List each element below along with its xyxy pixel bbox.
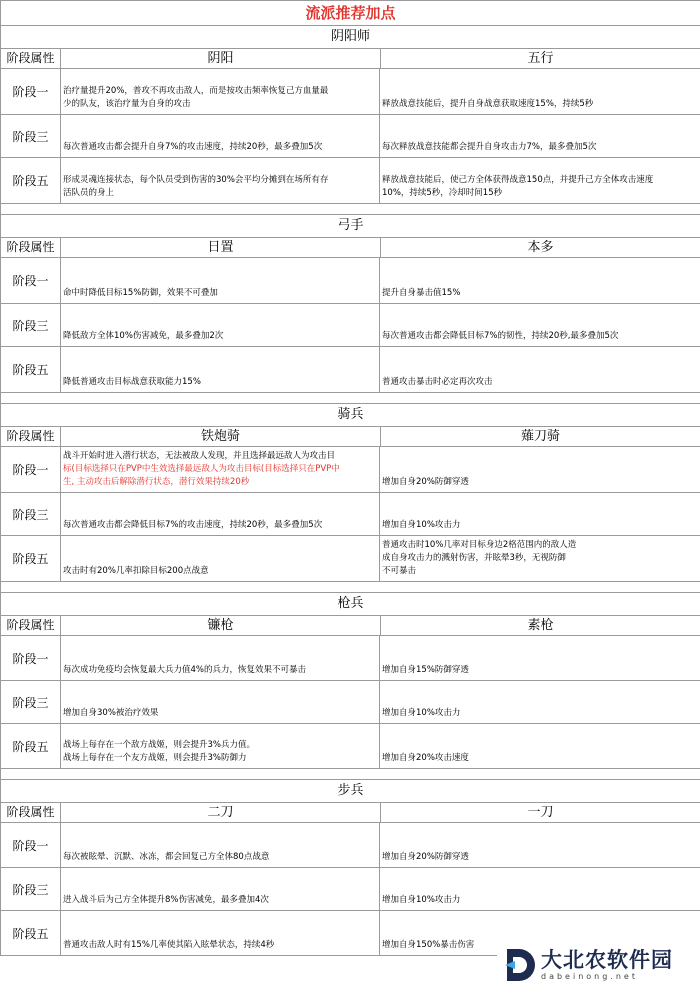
table-row [1,69,700,115]
cell-line: 进入战斗后为己方全体提升8%伤害减免，最多叠加4次 [63,895,269,905]
stage-label: 阶段三 [1,681,61,723]
cell-line: 生, 主动攻击后解除潜行状态，潜行效果持续20秒 [63,477,250,487]
table-row [1,823,700,868]
cell-col2 [380,868,699,910]
header-col1: 铁炮骑 [61,427,381,446]
section-spacer [1,582,700,593]
cell-col1 [61,681,380,723]
cell-col2 [380,69,699,114]
cell-line: 增加自身30%被治疗效果 [63,708,159,718]
cell-line: 提升自身暴击值15% [382,288,461,298]
stage-label: 阶段五 [1,911,61,955]
table-row [1,158,700,204]
cell-line: 降低普通攻击目标战意获取能力15% [63,377,201,387]
cell-col2 [380,636,699,680]
section [1,26,700,204]
cell-col2 [380,258,699,303]
cell-line: 每次被眩晕、沉默、冰冻，都会回复己方全体80点战意 [63,852,270,862]
cell-col1 [61,823,380,867]
cell-line: 增加自身10%攻击力 [382,895,461,905]
cell-col2 [380,447,699,492]
section-title: 枪兵 [1,593,700,616]
stage-label: 阶段一 [1,636,61,680]
cell-line: 释放战意技能后，提升自身战意获取速度15%，持续5秒 [382,99,594,109]
header-col2: 五行 [527,51,554,66]
cell-col1 [61,911,380,955]
cell-line: 降低敌方全体10%伤害减免，最多叠加2次 [63,331,224,341]
cell-line: 不可暴击 [382,566,417,576]
cell-col2 [380,304,699,346]
section-title: 步兵 [1,780,700,803]
cell-line: 治疗量提升20%，普攻不再攻击敌人，而是按攻击频率恢复己方血量最 [63,86,329,96]
cell-line: 增加自身20%攻击速度 [382,753,469,763]
cell-col1 [61,304,380,346]
stage-label: 阶段一 [1,258,61,303]
cell-line: 增加自身20%防御穿透 [382,852,469,862]
header-col2: 一刀 [527,805,554,820]
stage-label: 阶段五 [1,347,61,392]
cell-col1 [61,347,380,392]
table-row [1,724,700,769]
header-row [1,803,700,823]
cell-line: 释放战意技能后，使己方全体获得战意150点，并提升己方全体攻击速度 [382,175,654,185]
table-row [1,681,700,724]
cell-col1 [61,536,380,581]
cell-line: 普通攻击时10%几率对目标身边2格范围内的敌人造 [382,540,577,550]
cell-col1 [61,724,380,768]
cell-line: 成自身攻击力的溅射伤害，并眩晕3秒，无视防御 [382,553,566,563]
cell-col2 [380,115,699,157]
stage-label: 阶段一 [1,823,61,867]
section-spacer [1,204,700,215]
cell-line: 增加自身10%攻击力 [382,520,461,530]
cell-col2 [380,823,699,867]
stage-label: 阶段三 [1,868,61,910]
section [1,582,700,769]
header-col2: 薙刀骑 [520,429,560,444]
cell-line: 战斗开始时进入潜行状态，无法被敌人发现，并且选择最远敌人为攻击目 [63,451,336,461]
header-stage-label: 阶段属性 [1,238,61,257]
watermark [497,941,700,989]
table-row [1,536,700,582]
cell-col2 [380,158,699,203]
header-stage-label: 阶段属性 [1,49,61,68]
section-spacer [1,769,700,780]
page-title: 流派推荐加点 [1,0,700,26]
header-stage-label: 阶段属性 [1,803,61,822]
stage-label: 阶段五 [1,158,61,203]
table-row [1,868,700,911]
section-title: 阴阳师 [1,26,700,49]
header-row [1,616,700,636]
cell-col1 [61,258,380,303]
watermark-name: 大北农软件园 [541,948,673,972]
cell-line: 少的队友，该治疗量为自身的攻击 [63,99,191,109]
watermark-logo-icon [501,945,537,985]
table-row [1,304,700,347]
stage-label: 阶段三 [1,115,61,157]
header-col1: 日置 [61,238,381,257]
cell-col2 [380,681,699,723]
table-row [1,347,700,393]
section-title: 骑兵 [1,404,700,427]
cell-line: 10%，持续5秒，冷却时间15秒 [382,188,503,198]
section-spacer [1,393,700,404]
cell-line: 增加自身10%攻击力 [382,708,461,718]
header-col2: 素枪 [527,618,554,633]
stage-label: 阶段一 [1,69,61,114]
table-row [1,493,700,536]
header-stage-label: 阶段属性 [1,427,61,446]
cell-line: 攻击时有20%几率扣除目标200点战意 [63,566,209,576]
sections-container [1,26,700,956]
cell-col1 [61,636,380,680]
cell-line: 增加自身20%防御穿透 [382,477,469,487]
cell-col1 [61,69,380,114]
cell-line: 每次普通攻击都会降低目标7%的攻击速度，持续20秒，最多叠加5次 [63,520,323,530]
cell-line: 每次普通攻击都会降低目标7%的韧性，持续20秒,最多叠加5次 [382,331,619,341]
header-col1: 镰枪 [61,616,381,635]
cell-line: 形成灵魂连接状态，每个队员受到伤害的30%会平均分摊到在场所有存 [63,175,329,185]
section [1,769,700,956]
cell-line: 每次成功免疫均会恢复最大兵力值4%的兵力，恢复效果不可暴击 [63,665,306,675]
cell-line: 普通攻击暴击时必定再次攻击 [382,377,493,387]
header-col1: 阴阳 [61,49,381,68]
header-row [1,238,700,258]
header-row [1,49,700,69]
cell-col1 [61,868,380,910]
cell-line: 活队员的身上 [63,188,115,198]
cell-col1 [61,158,380,203]
header-stage-label: 阶段属性 [1,616,61,635]
cell-col1 [61,447,380,492]
section [1,204,700,393]
cell-col2 [380,536,699,581]
cell-line: 普通攻击敌人时有15%几率使其陷入眩晕状态，持续4秒 [63,940,275,950]
cell-col1 [61,493,380,535]
cell-col2 [380,347,699,392]
stage-label: 阶段五 [1,536,61,581]
cell-line: 命中时降低目标15%防御，效果不可叠加 [63,288,218,298]
cell-col2 [380,493,699,535]
stage-label: 阶段五 [1,724,61,768]
stage-label: 阶段一 [1,447,61,492]
table-row [1,258,700,304]
cell-line: 标(目标选择只在PVP中生效选择最远敌人为攻击目标(目标选择只在PVP中 [63,464,340,474]
watermark-domain: dabeinong.net [541,972,638,981]
table-row [1,636,700,681]
stage-label: 阶段三 [1,493,61,535]
header-col2: 本多 [527,240,554,255]
cell-line: 每次释放战意技能都会提升自身攻击力7%，最多叠加5次 [382,142,597,152]
header-row [1,427,700,447]
cell-line: 战场上每存在一个友方战姬，则会提升3%防御力 [63,753,247,763]
cell-line: 战场上每存在一个敌方战姬，则会提升3%兵力值。 [63,740,255,750]
cell-col1 [61,115,380,157]
header-col1: 二刀 [61,803,381,822]
cell-line: 增加自身15%防御穿透 [382,665,469,675]
stage-label: 阶段三 [1,304,61,346]
cell-line: 增加自身150%暴击伤害 [382,940,475,950]
section-title: 弓手 [1,215,700,238]
table-row [1,447,700,493]
cell-line: 每次普通攻击都会提升自身7%的攻击速度，持续20秒，最多叠加5次 [63,142,323,152]
table-row [1,115,700,158]
section [1,393,700,582]
cell-col2 [380,724,699,768]
